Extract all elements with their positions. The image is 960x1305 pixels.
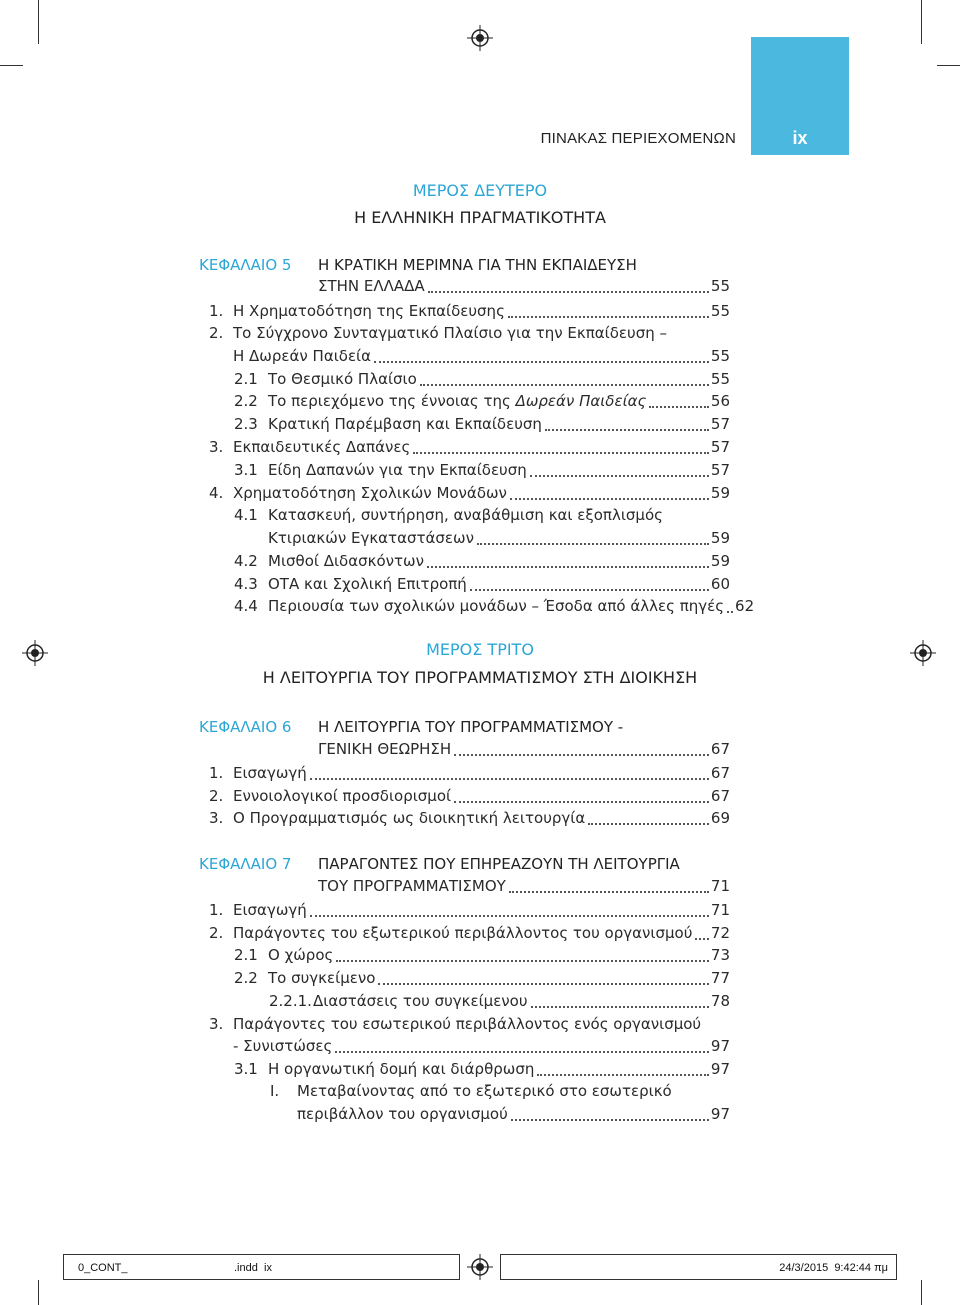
entry-number: 2.2 bbox=[234, 392, 258, 410]
toc-entry[interactable] bbox=[234, 413, 730, 435]
entry-text: Κτιριακών Εγκαταστάσεων bbox=[268, 529, 474, 547]
toc-entry[interactable] bbox=[209, 807, 730, 829]
entry-number: 2. bbox=[209, 787, 224, 805]
registration-mark-icon bbox=[467, 1254, 493, 1280]
entry-number: 4.2 bbox=[234, 552, 258, 570]
dot-leader bbox=[508, 316, 709, 318]
crop-mark bbox=[921, 1280, 922, 1305]
page-ref: 71 bbox=[710, 901, 730, 919]
page-ref: 60 bbox=[710, 575, 730, 593]
entry-text: Το περιεχόμενο της έννοιας της bbox=[268, 392, 516, 410]
entry-text: Κατασκευή, συντήρηση, αναβάθμιση και εξοπλισμός bbox=[268, 506, 663, 524]
chapter-title: Η ΚΡΑΤΙΚΗ ΜΕΡΙΜΝΑ ΓΙΑ ΤΗΝ ΕΚΠΑΙΔΕΥΣΗ bbox=[318, 256, 637, 274]
entry-text: Εισαγωγή bbox=[233, 901, 307, 919]
entry-text: Η Δωρεάν Παιδεία bbox=[233, 347, 372, 365]
entry-text: Παράγοντες του εσωτερικού περιβάλλοντος ενός οργανισμού bbox=[233, 1015, 702, 1033]
page-ref: 55 bbox=[710, 277, 730, 295]
toc-entry[interactable] bbox=[209, 922, 730, 944]
entry-number: 1. bbox=[209, 764, 224, 782]
entry-text: - Συνιστώσες bbox=[233, 1037, 333, 1055]
dot-leader bbox=[649, 406, 709, 408]
page-ref: 97 bbox=[710, 1060, 730, 1078]
entry-number: 1. bbox=[209, 901, 224, 919]
dot-leader bbox=[510, 498, 709, 500]
dot-leader bbox=[420, 384, 709, 386]
entry-number: 4. bbox=[209, 484, 224, 502]
page-ref: 69 bbox=[710, 809, 730, 827]
chapter-title-line2: ΓΕΝΙΚΗ ΘΕΩΡΗΣΗ bbox=[318, 740, 452, 758]
entry-text: Το Θεσμικό Πλαίσιο bbox=[268, 370, 417, 388]
toc-entry[interactable] bbox=[209, 436, 730, 458]
toc-entry[interactable] bbox=[234, 368, 730, 390]
entry-number: 2.1 bbox=[234, 946, 258, 964]
toc-entry[interactable] bbox=[234, 967, 730, 989]
page-ref: 67 bbox=[710, 787, 730, 805]
entry-number: 2. bbox=[209, 924, 224, 942]
entry-text: ΟΤΑ και Σχολική Επιτροπή bbox=[268, 575, 467, 593]
entry-number: 3. bbox=[209, 809, 224, 827]
entry-text: Η οργανωτική δομή και διάρθρωση bbox=[268, 1060, 535, 1078]
dot-leader bbox=[537, 1074, 709, 1076]
entry-text: Ο Προγραμματισμός ως διοικητική λειτουργία bbox=[233, 809, 586, 827]
toc-entry[interactable] bbox=[270, 1080, 730, 1102]
crop-mark bbox=[38, 1280, 39, 1305]
page-ref: 55 bbox=[710, 347, 730, 365]
entry-text: Το συγκείμενο bbox=[268, 969, 376, 987]
dot-leader bbox=[470, 589, 709, 591]
page-ref: 56 bbox=[710, 392, 730, 410]
page-ref: 57 bbox=[710, 461, 730, 479]
crop-mark bbox=[937, 65, 960, 66]
entry-text: Μισθοί Διδασκόντων bbox=[268, 552, 424, 570]
page-ref: 57 bbox=[710, 438, 730, 456]
entry-text: Η Χρηματοδότηση της Εκπαίδευσης bbox=[233, 302, 505, 320]
dot-leader bbox=[310, 915, 709, 917]
dot-leader bbox=[413, 452, 709, 454]
page-ref: 59 bbox=[710, 552, 730, 570]
toc-entry[interactable] bbox=[209, 762, 730, 784]
page-ref: 77 bbox=[710, 969, 730, 987]
toc-entry[interactable] bbox=[234, 944, 730, 966]
toc-entry[interactable] bbox=[233, 1035, 730, 1057]
toc-entry[interactable] bbox=[209, 300, 730, 322]
page-ref: 72 bbox=[710, 924, 730, 942]
page-ref: 67 bbox=[710, 764, 730, 782]
toc-entry[interactable] bbox=[234, 550, 730, 572]
chapter-title-line2: ΣΤΗΝ ΕΛΛΑΔΑ bbox=[318, 277, 425, 295]
entry-number: 3. bbox=[209, 1015, 224, 1033]
chapter-title: ΠΑΡΑΓΟΝΤΕΣ ΠΟΥ ΕΠΗΡΕΑΖΟΥΝ ΤΗ ΛΕΙΤΟΥΡΓΙΑ bbox=[318, 855, 680, 873]
registration-mark-icon bbox=[467, 25, 493, 51]
entry-text-italic: Δωρεάν Παιδείας bbox=[515, 392, 647, 410]
page-number-tab bbox=[751, 37, 849, 155]
part-title: Η ΛΕΙΤΟΥΡΓΙΑ ΤΟΥ ΠΡΟΓΡΑΜΜΑΤΙΣΜΟΥ ΣΤΗ ΔΙΟΙΚΗΣΗ bbox=[262, 668, 698, 687]
page-ref: 78 bbox=[710, 992, 730, 1010]
toc-entry[interactable] bbox=[268, 527, 730, 549]
entry-text: Χρηματοδότηση Σχολικών Μονάδων bbox=[233, 484, 507, 502]
chapter-title: Η ΛΕΙΤΟΥΡΓΙΑ ΤΟΥ ΠΡΟΓΡΑΜΜΑΤΙΣΜΟΥ - bbox=[318, 718, 624, 736]
slug-timestamp-box bbox=[500, 1254, 897, 1280]
entry-text: Κρατική Παρέμβαση και Εκπαίδευση bbox=[268, 415, 542, 433]
running-header: ΠΙΝΑΚΑΣ ΠΕΡΙΕΧΟΜΕΝΩΝ bbox=[540, 130, 736, 147]
dot-leader bbox=[509, 891, 709, 893]
slug-filename: 0_CONT_ bbox=[78, 1262, 128, 1274]
page-ref: 55 bbox=[710, 302, 730, 320]
dot-leader bbox=[727, 611, 733, 613]
dot-leader bbox=[454, 754, 709, 756]
chapter-label: ΚΕΦΑΛΑΙΟ 5 bbox=[199, 256, 292, 274]
entry-number: 2. bbox=[209, 324, 224, 342]
slug-extension: .indd bbox=[234, 1262, 258, 1274]
toc-entry[interactable] bbox=[234, 1058, 730, 1080]
dot-leader bbox=[454, 801, 709, 803]
crop-mark bbox=[0, 65, 23, 66]
dot-leader bbox=[545, 429, 709, 431]
toc-entry[interactable] bbox=[234, 504, 730, 526]
entry-text: Μεταβαίνοντας από το εξωτερικό στο εσωτερικό bbox=[297, 1082, 672, 1100]
toc-entry[interactable] bbox=[209, 482, 730, 504]
crop-mark bbox=[38, 0, 39, 44]
slug-timestamp: 24/3/2015 9:42:44 πμ bbox=[779, 1262, 888, 1274]
entry-text: περιβάλλον του οργανισμού bbox=[297, 1105, 508, 1123]
dot-leader bbox=[335, 1051, 709, 1053]
page-ref: 71 bbox=[710, 877, 730, 895]
dot-leader bbox=[374, 361, 709, 363]
entry-text: Παράγοντες του εξωτερικού περιβάλλοντος του οργανισμού bbox=[233, 924, 693, 942]
chapter-label: ΚΕΦΑΛΑΙΟ 6 bbox=[199, 718, 292, 736]
toc-entry[interactable] bbox=[233, 345, 730, 367]
entry-text: Εκπαιδευτικές Δαπάνες bbox=[233, 438, 411, 456]
toc-entry[interactable] bbox=[234, 390, 730, 412]
entry-number: 2.2.1. bbox=[269, 992, 312, 1010]
dot-leader bbox=[695, 938, 709, 940]
dot-leader bbox=[310, 778, 709, 780]
dot-leader bbox=[511, 1119, 709, 1121]
slug-page: ix bbox=[264, 1262, 272, 1274]
page-ref: 55 bbox=[710, 370, 730, 388]
toc-entry[interactable] bbox=[234, 573, 730, 595]
dot-leader bbox=[531, 1006, 709, 1008]
page-ref: 73 bbox=[710, 946, 730, 964]
toc-entry[interactable] bbox=[234, 459, 730, 481]
entry-text: Ο χώρος bbox=[268, 946, 334, 964]
entry-text: Περιουσία των σχολικών μονάδων – Έσοδα από άλλες πηγές bbox=[268, 597, 725, 615]
toc-entry[interactable] bbox=[209, 899, 730, 921]
page-ref: 97 bbox=[710, 1037, 730, 1055]
entry-text: Εννοιολογικοί προσδιορισμοί bbox=[233, 787, 452, 805]
toc-entry[interactable] bbox=[209, 1013, 730, 1035]
dot-leader bbox=[428, 291, 709, 293]
entry-number: 2.1 bbox=[234, 370, 258, 388]
part-label: ΜΕΡΟΣ ΤΡΙΤΟ bbox=[426, 640, 534, 659]
chapter-title-row bbox=[318, 738, 730, 760]
entry-number: I. bbox=[270, 1082, 280, 1100]
entry-number: 3.1 bbox=[234, 1060, 258, 1078]
entry-number: 2.3 bbox=[234, 415, 258, 433]
dot-leader bbox=[378, 983, 709, 985]
entry-number: 4.3 bbox=[234, 575, 258, 593]
chapter-title-row bbox=[318, 275, 730, 297]
page-ref: 59 bbox=[710, 484, 730, 502]
chapter-title-line2: ΤΟΥ ΠΡΟΓΡΑΜΜΑΤΙΣΜΟΥ bbox=[318, 877, 506, 895]
entry-text: Διαστάσεις του συγκείμενου bbox=[313, 992, 528, 1010]
toc-entry[interactable] bbox=[209, 785, 730, 807]
entry-text: Το Σύγχρονο Συνταγματικό Πλαίσιο για την Εκπαίδευση – bbox=[233, 324, 667, 342]
dot-leader bbox=[588, 823, 709, 825]
toc-entry[interactable] bbox=[209, 322, 730, 344]
entry-text: Είδη Δαπανών για την Εκπαίδευση bbox=[268, 461, 527, 479]
dot-leader bbox=[427, 566, 709, 568]
part-label: ΜΕΡΟΣ ΔΕΥΤΕΡΟ bbox=[412, 181, 548, 200]
toc-entry[interactable] bbox=[269, 990, 730, 1012]
toc-entry[interactable] bbox=[297, 1103, 730, 1125]
page-ref: 67 bbox=[710, 740, 730, 758]
toc-entry[interactable] bbox=[234, 595, 755, 617]
entry-number: 1. bbox=[209, 302, 224, 320]
page-ref: 57 bbox=[710, 415, 730, 433]
page-ref: 62 bbox=[735, 597, 755, 615]
dot-leader bbox=[336, 960, 709, 962]
dot-leader bbox=[530, 475, 709, 477]
entry-number: 3.1 bbox=[234, 461, 258, 479]
chapter-label: ΚΕΦΑΛΑΙΟ 7 bbox=[199, 855, 292, 873]
page-ref: 97 bbox=[710, 1105, 730, 1123]
page-ref: 59 bbox=[710, 529, 730, 547]
crop-mark bbox=[921, 0, 922, 44]
entry-number: 4.4 bbox=[234, 597, 258, 615]
entry-number: 4.1 bbox=[234, 506, 258, 524]
entry-number: 2.2 bbox=[234, 969, 258, 987]
part-title: Η ΕΛΛΗΝΙΚΗ ΠΡΑΓΜΑΤΙΚΟΤΗΤΑ bbox=[354, 208, 606, 227]
page-number: ix bbox=[792, 128, 808, 148]
entry-text: Εισαγωγή bbox=[233, 764, 307, 782]
entry-number: 3. bbox=[209, 438, 224, 456]
chapter-title-row bbox=[318, 875, 730, 897]
dot-leader bbox=[477, 543, 709, 545]
slug-file-info bbox=[63, 1254, 460, 1280]
